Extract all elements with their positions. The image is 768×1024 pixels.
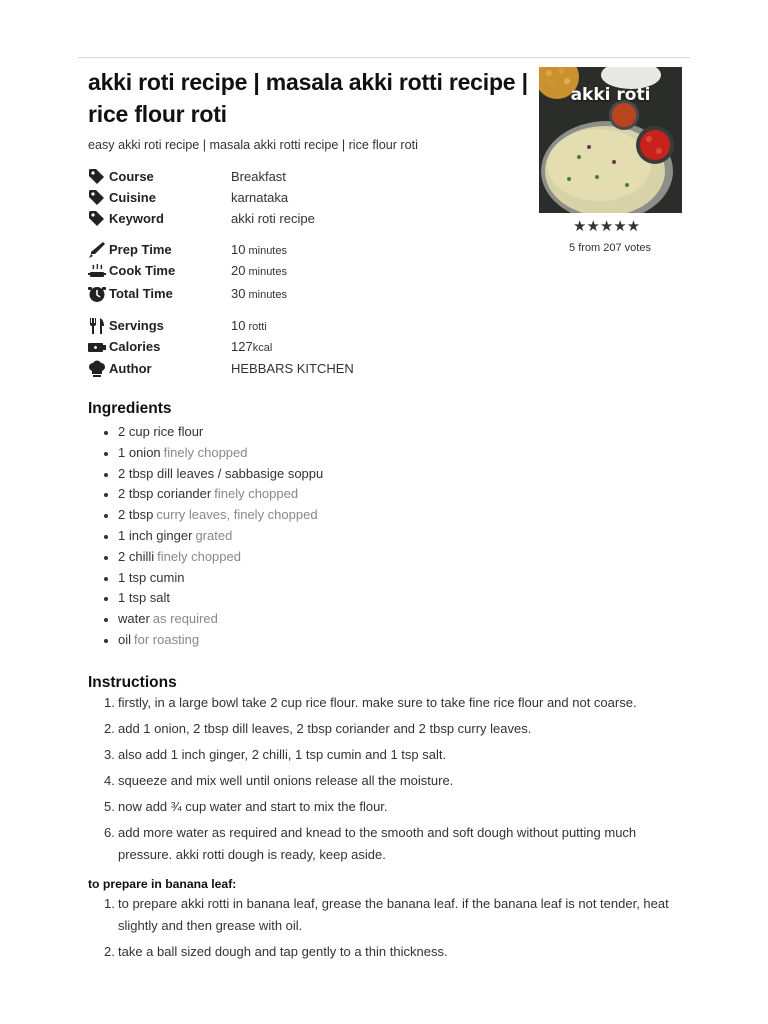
meta-keyword: [88, 209, 408, 229]
recipe-title: akki roti recipe | masala akki rotti recipe | rice flour roti: [88, 69, 528, 127]
calories-number: 127: [231, 339, 253, 354]
servings-number: 10: [231, 318, 246, 333]
meta-calories-label: Calories: [109, 339, 161, 354]
ingredient-item: [104, 422, 323, 443]
meta-cook-time: [88, 261, 408, 281]
step-text: also add 1 inch ginger, 2 chilli, 1 tsp cumin and 1 tsp salt.: [118, 747, 447, 762]
battery-icon: [88, 338, 106, 356]
instruction-step: [104, 941, 674, 963]
meta-servings-value: [231, 318, 267, 333]
cook-time-number: 20: [231, 263, 246, 278]
meta-keyword-label: Keyword: [109, 211, 164, 226]
meta-author-label: Author: [109, 361, 152, 376]
ingredient-text: 2 cup rice flour: [118, 424, 204, 439]
ingredient-item: [104, 609, 323, 630]
instruction-step: [104, 744, 674, 766]
meta-cook-label: Cook Time: [109, 263, 176, 278]
step-number: 1.: [104, 896, 115, 911]
ingredient-note: finely chopped: [157, 548, 241, 564]
ingredient-item: [104, 588, 323, 609]
banana-leaf-subheading: to prepare in banana leaf:: [88, 877, 237, 891]
ingredient-text: 2 tbsp dill leaves / sabbasige soppu: [118, 465, 324, 481]
step-text: take a ball sized dough and tap gently to a thin thickness.: [118, 944, 448, 959]
ingredient-text: 1 tsp salt: [118, 590, 171, 606]
ingredient-note: curry leaves, finely chopped: [156, 507, 318, 523]
meta-cuisine-label: Cuisine: [109, 190, 156, 205]
cutlery-icon: [88, 317, 106, 335]
clock-icon: [88, 285, 106, 303]
ingredients-list: [104, 422, 323, 651]
tag-icon: [88, 189, 106, 207]
ingredient-text: oil: [118, 631, 132, 647]
meta-author-value: HEBBARS KITCHEN: [231, 361, 354, 376]
ingredient-note: for roasting: [134, 631, 200, 647]
instruction-step: [104, 718, 674, 740]
step-number: 4.: [104, 773, 115, 788]
image-overlay-title: akki roti: [570, 85, 651, 105]
step-number: 5.: [104, 799, 115, 814]
ingredient-note: as required: [152, 611, 218, 627]
step-number: 1.: [104, 695, 115, 710]
instruction-step: [104, 692, 674, 714]
meta-cuisine: [88, 188, 408, 208]
step-text: to prepare akki rotti in banana leaf, grease the banana leaf. if the banana leaf is not tender, heat slightly and then grease with oil.: [118, 896, 669, 933]
meta-total-value: [231, 286, 287, 301]
tag-icon: [88, 210, 106, 228]
pot-icon: [88, 262, 106, 280]
meta-calories-value: [231, 339, 272, 354]
ingredient-item: [104, 443, 323, 464]
knife-icon: [88, 241, 106, 259]
meta-prep-value: [231, 242, 287, 257]
ingredient-text: 2 tbsp: [118, 507, 154, 523]
ingredient-text: 1 tsp cumin: [118, 569, 185, 585]
ingredient-item: [104, 630, 323, 651]
instructions-list: [104, 692, 674, 866]
meta-author: [88, 359, 408, 379]
ingredient-text: 1 onion: [118, 444, 161, 460]
meta-total-label: Total Time: [109, 286, 173, 301]
meta-course: [88, 167, 408, 187]
rating-votes: 5 from 207 votes: [569, 242, 651, 254]
tag-icon: [88, 168, 106, 186]
instruction-step: [104, 822, 674, 866]
step-text: add 1 onion, 2 tbsp dill leaves, 2 tbsp coriander and 2 tbsp curry leaves.: [118, 721, 532, 736]
step-text: squeeze and mix well until onions release all the moisture.: [118, 773, 454, 788]
meta-keyword-value: akki roti recipe: [231, 211, 315, 226]
meta-calories: [88, 337, 408, 357]
meta-total-time: [88, 284, 408, 304]
ingredients-heading: Ingredients: [88, 400, 172, 417]
ingredient-note: finely chopped: [214, 486, 299, 502]
step-text: add more water as required and knead to the smooth and soft dough without putting much pressure. akki rotti dough is ready, keep aside.: [118, 825, 637, 862]
ingredient-item: [104, 547, 323, 568]
step-number: 3.: [104, 747, 115, 762]
ingredient-item: [104, 484, 323, 505]
chef-hat-icon: [88, 360, 106, 378]
step-text: firstly, in a large bowl take 2 cup rice flour. make sure to take fine rice flour and not coarse.: [118, 695, 637, 710]
calories-unit: kcal: [252, 342, 273, 354]
cook-time-unit: minutes: [248, 266, 287, 278]
recipe-image[interactable]: [539, 67, 682, 213]
recipe-summary: easy akki roti recipe | masala akki rotti recipe | rice flour roti: [88, 138, 418, 152]
meta-course-label: Course: [109, 169, 154, 184]
ingredient-note: grated: [195, 527, 233, 543]
total-time-number: 30: [231, 286, 246, 301]
meta-prep-label: Prep Time: [109, 242, 172, 257]
instruction-step: [104, 770, 674, 792]
ingredient-item: [104, 505, 323, 526]
ingredient-text: 1 inch ginger: [118, 527, 193, 543]
top-divider: [78, 57, 690, 58]
servings-unit: rotti: [248, 321, 267, 333]
meta-cuisine-value: karnataka: [231, 190, 289, 205]
ingredient-text: 2 tbsp coriander: [118, 486, 212, 502]
ingredient-item: [104, 568, 323, 589]
instructions-heading: Instructions: [88, 674, 177, 691]
instruction-step: [104, 893, 674, 937]
ingredient-text: water: [118, 611, 150, 627]
meta-course-value: Breakfast: [231, 169, 286, 184]
ingredient-text: 2 chilli: [118, 548, 155, 564]
step-number: 2.: [104, 721, 115, 736]
ingredient-item: [104, 526, 323, 547]
meta-prep-time: [88, 240, 408, 260]
step-number: 2.: [104, 944, 115, 959]
step-text: now add ¾ cup water and start to mix the flour.: [118, 799, 388, 814]
ingredient-note: finely chopped: [163, 444, 248, 460]
meta-cook-value: [231, 263, 287, 278]
prep-time-number: 10: [231, 242, 246, 257]
rating-stars[interactable]: ★★★★★: [573, 218, 641, 235]
total-time-unit: minutes: [248, 289, 287, 301]
step-number: 6.: [104, 825, 115, 840]
prep-time-unit: minutes: [248, 245, 287, 257]
ingredient-item: [104, 464, 323, 485]
meta-servings: [88, 316, 408, 336]
banana-leaf-steps-list: [104, 893, 674, 963]
instruction-step: [104, 796, 674, 818]
meta-servings-label: Servings: [109, 318, 164, 333]
